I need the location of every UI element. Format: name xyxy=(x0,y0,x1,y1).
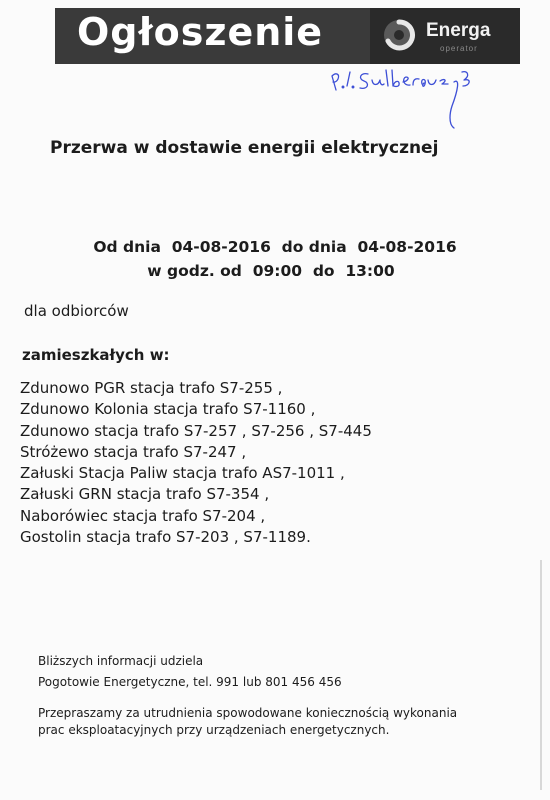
header-banner xyxy=(55,8,520,64)
residents-heading: zamieszkałych w: xyxy=(22,346,170,364)
energa-logo xyxy=(370,8,520,64)
logo-name: Energa xyxy=(426,20,491,41)
list-item: Naborówiec stacja trafo S7-204 , xyxy=(20,506,266,525)
list-item: Zdunowo PGR stacja trafo S7-255 , xyxy=(20,379,283,397)
scan-edge-line xyxy=(540,560,542,790)
apology-note xyxy=(38,705,457,739)
apology-line: prac eksploatacyjnych przy urządzeniach energetycznych. xyxy=(38,723,390,737)
outage-date-range: Od dnia 04-08-2016 do dnia 04-08-2016 xyxy=(93,238,457,256)
contact-info-line: Bliższych informacji udziela xyxy=(38,654,204,668)
list-item: Stróżewo stacja trafo S7-247 , xyxy=(20,442,247,461)
list-item: Zdunowo stacja trafo S7-257 , S7-256 , S7-445 xyxy=(20,421,372,440)
list-item: Gostolin stacja trafo S7-203 , S7-1189. xyxy=(20,528,311,547)
contact-phone-line: Pogotowie Energetyczne, tel. 991 lub 801 456 456 xyxy=(38,675,342,689)
list-item: Zdunowo Kolonia stacja trafo S7-1160 , xyxy=(20,400,316,419)
list-item: Załuski Stacja Paliw stacja trafo AS7-1011 , xyxy=(20,464,345,483)
audience-label: dla odbiorców xyxy=(24,302,129,320)
apology-line: Przepraszamy za utrudnienia spowodowane koniecznością wykonania xyxy=(38,706,458,720)
contact-info xyxy=(38,651,342,693)
notice-title: Przerwa w dostawie energii elektrycznej xyxy=(50,138,439,158)
notice-heading: Ogłoszenie xyxy=(77,10,324,54)
location-list xyxy=(20,378,372,548)
logo-subtitle: operator xyxy=(440,44,478,53)
handwritten-signature xyxy=(330,66,500,136)
list-item: Załuski GRN stacja trafo S7-354 , xyxy=(20,485,270,504)
energa-swirl-icon xyxy=(382,18,416,52)
outage-time-range: w godz. od 09:00 do 13:00 xyxy=(147,262,395,280)
